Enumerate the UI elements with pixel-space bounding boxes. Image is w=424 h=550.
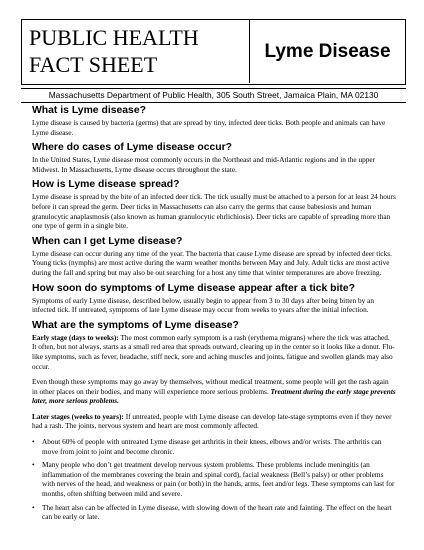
- early-stage-paragraph: [32, 333, 396, 371]
- section-heading: How is Lyme disease spread?: [32, 179, 180, 191]
- list-item-text: Many people who don’t get treatment develop nervous system problems. These problems include meningitis (an inflammation of the membranes covering the brain and spinal cord), facial weakness (Bell’s palsy) or other problems with nerves of the head, and weakness or pain (or both) in the hands, arms, feet and/or legs. These symptoms can last for months, often shifting between mild and severe.: [42, 460, 395, 499]
- list-item: [32, 460, 396, 498]
- sheet-title: [22, 20, 250, 83]
- section-heading: Where do cases of Lyme disease occur?: [32, 142, 232, 154]
- section-paragraph: Lyme disease is spread by the bite of an infected deer tick. The tick usually must be attached to a person for at least 24 hours before it can spread the germ. Deer ticks in Massachusetts can also carry the germs that cause babesiosis and human granulocytic anaplasmosis (also known as human granulocytic ehrlichiosis). Deer ticks are capable of spreading more than one type of germ in a single bite.: [32, 192, 396, 231]
- untreated-paragraph: [32, 377, 396, 406]
- department-address: Massachusetts Department of Public Health, 305 South Street, Jamaica Plain, MA 02130: [21, 88, 406, 103]
- section-paragraph: Symptoms of early Lyme disease, described below, usually begin to appear from 3 to 30 days after being bitten by an infected tick. If untreated, symptoms of late Lyme disease may occur from weeks to years after the initial infection.: [32, 295, 374, 315]
- later-stage-paragraph: [32, 412, 396, 431]
- later-stage-text: If untreated, people with Lyme disease can develop late-stage symptoms even if they never had a rash. The joints, nervous system and heart are most commonly affected.: [32, 411, 392, 431]
- section-paragraph: Lyme disease can occur during any time of the year. The bacteria that cause Lyme disease are spread by infected deer ticks. Young ticks (nymphs) are most active during the warm weather months between May and July. Adult ticks are most active during the fall and spring but may also be out searching for a host any time that winter temperatures are above freezing.: [32, 248, 392, 277]
- section-when: [32, 235, 396, 278]
- early-stage-label: Early stage (days to weeks):: [32, 332, 119, 342]
- section-how-spread: [32, 178, 396, 230]
- bullet-icon: •: [32, 460, 35, 470]
- list-item: [32, 503, 396, 522]
- section-how-soon: [32, 282, 396, 315]
- bullet-icon: •: [32, 437, 35, 447]
- list-item-text: The heart also can be affected in Lyme disease, with slowing down of the heart rate and fainting. The effect on the heart can be early or late.: [42, 502, 392, 522]
- section-what-is: [32, 104, 396, 137]
- section-where: [32, 141, 396, 174]
- section-heading: When can I get Lyme disease?: [32, 235, 183, 247]
- late-symptoms-list: [32, 437, 396, 522]
- section-heading: What are the symptoms of Lyme disease?: [32, 319, 239, 331]
- content-body: [32, 103, 396, 526]
- sheet-title-line2: FACT SHEET: [29, 52, 158, 77]
- untreated-text: Even though these symptoms may go away by themselves, without medical treatment, some people will get the rash again in other places on their bodies, and many will experience more serious problems.: [32, 377, 389, 396]
- later-stage-label: Later stages (weeks to years):: [32, 411, 124, 421]
- section-heading: How soon do symptoms of Lyme disease appear after a tick bite?: [32, 282, 355, 294]
- section-paragraph: In the United States, Lyme disease most commonly occurs in the Northeast and mid-Atlantic regions and in the upper Midwest. In Massachusetts, Lyme disease occurs throughout the state.: [32, 155, 376, 174]
- list-item-text: About 60% of people with untreated Lyme disease get arthritis in their knees, elbows and/or wrists. The arthritis can move from joint to joint and become chronic.: [42, 437, 382, 456]
- section-heading: What is Lyme disease?: [32, 105, 146, 116]
- section-paragraph: Lyme disease is caused by bacteria (germs) that are spread by tiny, infected deer ticks. Both people and animals can have Lyme disease.: [32, 118, 386, 137]
- treatment-emphasis: Treatment during the early stage prevents later, more serious problems.: [32, 386, 396, 406]
- header-box: [21, 19, 406, 85]
- list-item: [32, 437, 396, 456]
- section-symptoms: [32, 319, 396, 522]
- early-stage-text: The most common early symptom is a rash (erythema migrans) where the tick was attached. It often, but not always, starts as a small red area that spreads outward, clearing up in the center so it looks like a donut. Flu-like symptoms, such as fever, headache, stiff neck, sore and aching muscles and joints, fatigue and swollen glands may also occur.: [32, 332, 395, 371]
- topic-title: Lyme Disease: [264, 40, 391, 62]
- sheet-title-line1: PUBLIC HEALTH: [29, 25, 199, 50]
- bullet-icon: •: [32, 502, 35, 512]
